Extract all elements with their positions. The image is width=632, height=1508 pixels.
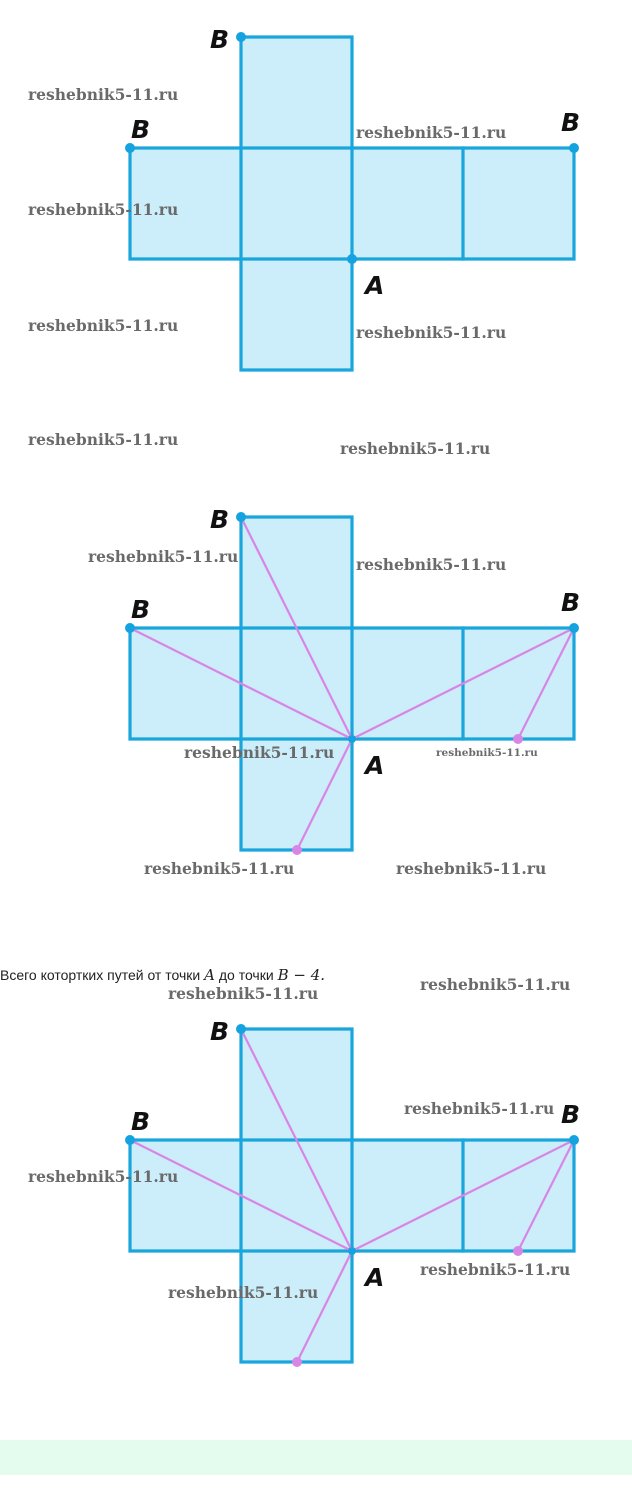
watermark: reshebnik5-11.ru	[420, 975, 571, 994]
vertex-a	[348, 1247, 356, 1255]
vertex-b-right	[569, 1135, 579, 1145]
watermark: reshebnik5-11.ru	[356, 555, 507, 574]
label-b-left: B	[131, 595, 151, 624]
bottom-bar	[0, 1440, 632, 1475]
vertex-b-left	[125, 1135, 135, 1145]
watermark: reshebnik5-11.ru	[28, 1167, 179, 1186]
label-b-top: B	[210, 505, 230, 534]
label-b-left: B	[131, 115, 151, 144]
watermark: reshebnik5-11.ru	[356, 323, 507, 342]
net-face	[241, 259, 352, 370]
label-b-right: B	[561, 588, 581, 617]
cube-net-diagram	[0, 992, 632, 1392]
net-face	[241, 37, 352, 148]
cube-net-figure-3	[0, 992, 632, 1392]
watermark: reshebnik5-11.ru	[436, 747, 538, 759]
path-endpoint	[292, 845, 302, 855]
vertex-b-right	[569, 623, 579, 633]
vertex-b-left	[125, 143, 135, 153]
watermark: reshebnik5-11.ru	[340, 439, 491, 458]
vertex-b-top	[236, 512, 246, 522]
watermark: reshebnik5-11.ru	[168, 984, 319, 1003]
label-b-right: B	[561, 108, 581, 137]
watermark: reshebnik5-11.ru	[420, 1260, 571, 1279]
watermark: reshebnik5-11.ru	[28, 85, 179, 104]
label-a: A	[365, 271, 385, 300]
vertex-b-top	[236, 32, 246, 42]
watermark: reshebnik5-11.ru	[144, 859, 295, 878]
path-endpoint	[513, 734, 523, 744]
path-endpoint	[513, 1246, 523, 1256]
label-a: A	[365, 1263, 385, 1292]
cube-net-figure-2	[0, 480, 632, 880]
watermark: reshebnik5-11.ru	[28, 430, 179, 449]
net-face	[241, 1251, 352, 1362]
net-face	[241, 517, 352, 628]
vertex-b-right	[569, 143, 579, 153]
vertex-b-top	[236, 1024, 246, 1034]
caption-text: Всего котортких путей от точки	[0, 967, 205, 983]
net-face	[241, 1029, 352, 1140]
label-b-top: B	[210, 1017, 230, 1046]
vertex-b-left	[125, 623, 135, 633]
watermark: reshebnik5-11.ru	[356, 123, 507, 142]
vertex-a	[348, 735, 356, 743]
vertex-a	[347, 254, 357, 264]
label-b-left: B	[131, 1107, 151, 1136]
watermark: reshebnik5-11.ru	[184, 743, 335, 762]
label-a: A	[365, 751, 385, 780]
watermark: reshebnik5-11.ru	[404, 1099, 555, 1118]
cube-net-diagram	[0, 480, 632, 880]
watermark: reshebnik5-11.ru	[88, 547, 239, 566]
watermark: reshebnik5-11.ru	[28, 316, 179, 335]
caption-point-b-count: B − 4.	[277, 966, 326, 984]
caption-text-middle: до точки	[214, 967, 278, 983]
watermark: reshebnik5-11.ru	[168, 1283, 319, 1302]
watermark: reshebnik5-11.ru	[28, 200, 179, 219]
label-b-right: B	[561, 1100, 581, 1129]
caption-point-a: A	[204, 966, 215, 984]
watermark: reshebnik5-11.ru	[396, 859, 547, 878]
path-endpoint	[292, 1357, 302, 1367]
label-b-top: B	[210, 25, 230, 54]
answer-caption	[0, 966, 325, 984]
